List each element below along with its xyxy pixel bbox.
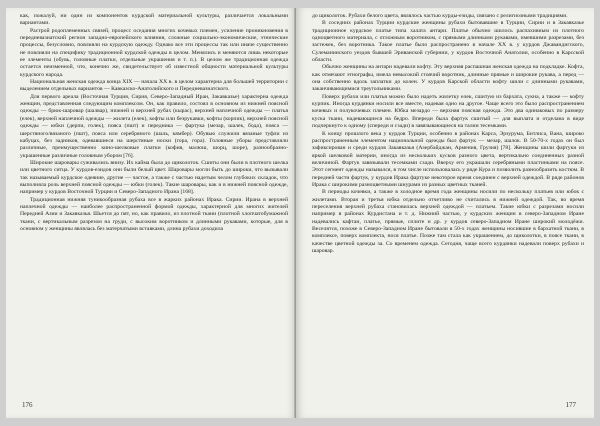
right-page [296,8,594,418]
paragraph: Национальная женская одежда конца XIX — начала XX в. в целом характерна для большей территории с выделением отдельных вариантов — Кавказско-Анатолийского и Передневазиатского. [20,79,288,93]
right-page-text [312,13,584,255]
paragraph: Широкие шаровары суживались внизу. Их кайма была до щиколоток. Сшиты они были в плотного шелка или цветного ситца. У курдов-езидов они были белый цвет. Шаровары могли быть до широки, что вызывали так называемый курдское одеяние, другие — частое, а также с частью надетым челом глубоких складок, что выполняла роль верхней поясной одежды — юбки (голек). Такие шаровары, как и в нижней поясной одежде, например у курдов Восточной Турции и Северо-Западного Ирана [168]. [20,159,288,196]
paragraph: до щиколоток. Рубахи белого цвета, являлось частью курды-езиды, связано с религиозными традициями. [312,13,568,19]
left-page-text [20,13,288,233]
page-number: 176 [22,401,33,409]
paragraph: В соседних районах Турции курдские женщины рубахи бытовавшие в Турции, Сирии и в Закавказье традиционное курдское платье типа халата антари. Платье обычно шилось распахивным из плотного одноцветного материала, с отложным воротником, с прямыми длинными рукавами, имевшими разрезами, без застежек, без воротника. Такое платье было распространено в начале XX в. у курдов Джавандигского, Сулеманинского уездов бывшей Эриванской губернии, у курдов Восточной Анатолии, особенно в Карсской области. [312,20,584,64]
paragraph: Обычно женщины на антари надевали кофту. Эту верхняя распашная женская одежда на подкладке. Кофта, как отмечают этнографы, имела невысокий стоячий воротник, длинные прямые и широкие рукава, а перед — она собственно вдоль заплатки до колен. У курдов Карской области кофту шили с длинными рукавами, заканчивающимися треугольниками. [312,64,584,93]
paragraph: Растрой родоплеменных связей, процесс оседания многих кочевых племен, усиление проникновения в передневазиатский регион западно-европейского влияния, сложные социально-экономические, этнические процессы, безусловно, повлияли на курдскую одежду. Однако все эти процессы так или иначе существенно не повлияли на специфику традиционной курдской одежды в целом. Менялись и меняются лишь некоторые ее элементы (обувь, головные платки, отдельные украшения и т. п.). В целом же традиционная одежда остается неизменной, что, конечно же, свидетельствует об известной общности материальной культуры курдского народа. [20,27,288,78]
page-number: 177 [565,401,576,409]
left-page [6,8,296,418]
paragraph: Традиционная нижняя туникообразная рубаха все в жарких районах Ирака. Сирии. Ирана в верхней наплечной одежды — наиболее распространенной формой одежды, характерной для многих жителей Передней Азии и Закавказья. Шьется до пят, но, как правило, из плотной ткани (плотной хлопчатобумажной ткани, с вертикальным разрезом на груди, с высоким воротником и длинными рукавами, которые, для в основном у женщины являлась без матерчатыми вставками, длина рубахи доходила [20,196,288,232]
paragraph: Для первого ареала (Восточная Турция, Сирия, Северо-Западный Иран, Закавказье) характерна одежда женщин, представленная следующим комплексом. Он, как правило, состоял в основном из нижней поясной одежды — брюк-шаровар (шалвар), нижней и верхней рубах (кырас), верхней наплечной одежды — платья (елек), верхней наплечной одежды — жилета (елек), кофты или безрукавки, кофты (корпик), верхней поясной одежды — юбки (дерпи, голек), пояса (пшт) и передника — фартука (мезар, шалек, бода), пояса — шерстяного/вязаного (пшт), пояса или серебряного (шаль, кямбер). Обувью служили вязаные туфли из кабуцах, без задников, одевавшиеся на шерстяные носки (гора, гора). Головные уборы представляли различные, преимущественно кино-шелковые платки (кофия, малюш, шорц, шоре), разнообразно-украшенные различные головным убором [76]. [20,93,288,159]
paragraph: К концу прошлого века у курдов Турции, особенно в районах Карса, Эрзурума, Битлиса, Вана, широко распространенным элементом национальной одежды был фартук — мезар, шалок. В 50-70-х годах он был зафиксирован и среди курдов Закавказья (Азербайджан, Армения, Грузия) [78]. Женщины шили фартуки из яркой шелковой материи, иногда из нескольких кусков разного цвета, вертикально соединенных разной величиной. Фартук завязывали тесемками сзади. Вверху его украшали серебряными пластинками на поясе. Этот сегмент одежды назывался, в том числе использовалась у ряде Кура и позволить разнообразить костюм. В передней части фартук, у курдов Ирака фартуке некоторое время соединен с верхней одеждой. В ряде районов Ирака с широкими разноцветными шнурами из разных цветных тканей. [312,130,584,188]
paragraph: как, пожалуй, ни один из компонентов курдской материальной культуры, различается локальными вариантами. [20,13,288,27]
paragraph: Поверх рубахи или платья можно было надеть жилетку елек, сшитую из бархата, сукна, а также — кофту курпик. Иногда курдянки носили все вместе, надевая одно на другое. Чаще всего это было распространением кочевых и полукочевых племен. Юбка мезардо — верхняя поясная одежда. Это два одинаковых по размеру куска ткани, надевающиеся на бедро. Впереди была фартук сшитый — для выплата и отделана в виде подчеркнуто к одному (спереди и сзади) в завязывающиеся на талии тесемками. [312,93,584,130]
paragraph: В периоды кочевки, а также в холодное время года женщины носили по нескольку платьев или юбок с жилетами. Вторая и третья юбка отдельно отчетливо не считались в нижней одеждой. Так, во время переселения верхней рубаха становилась верхней одеждой — платьем. Такие юбки с разрезами носили например в районах Курдистана и т. д. Нижний частью, у курдских женщин в северо-Западном Иране надевались кафтан, платье, прямые, сплите и др. у курдов северо-Западном Иране широкий молодёжи. Веселятся, похоже в Северо-Западном Иране бытовали в 50-х годах женщины носившие в бархатной ткани, в комплексе, поверх комплекта, нося платье. Позже там стала как украшением, до щиколотки, в поясе ткани, в качестве цветной одежды за. Со временем одежда. Сегодня, чаще всего курдянки надевали поверх рубахи и шаровар. [312,189,584,254]
